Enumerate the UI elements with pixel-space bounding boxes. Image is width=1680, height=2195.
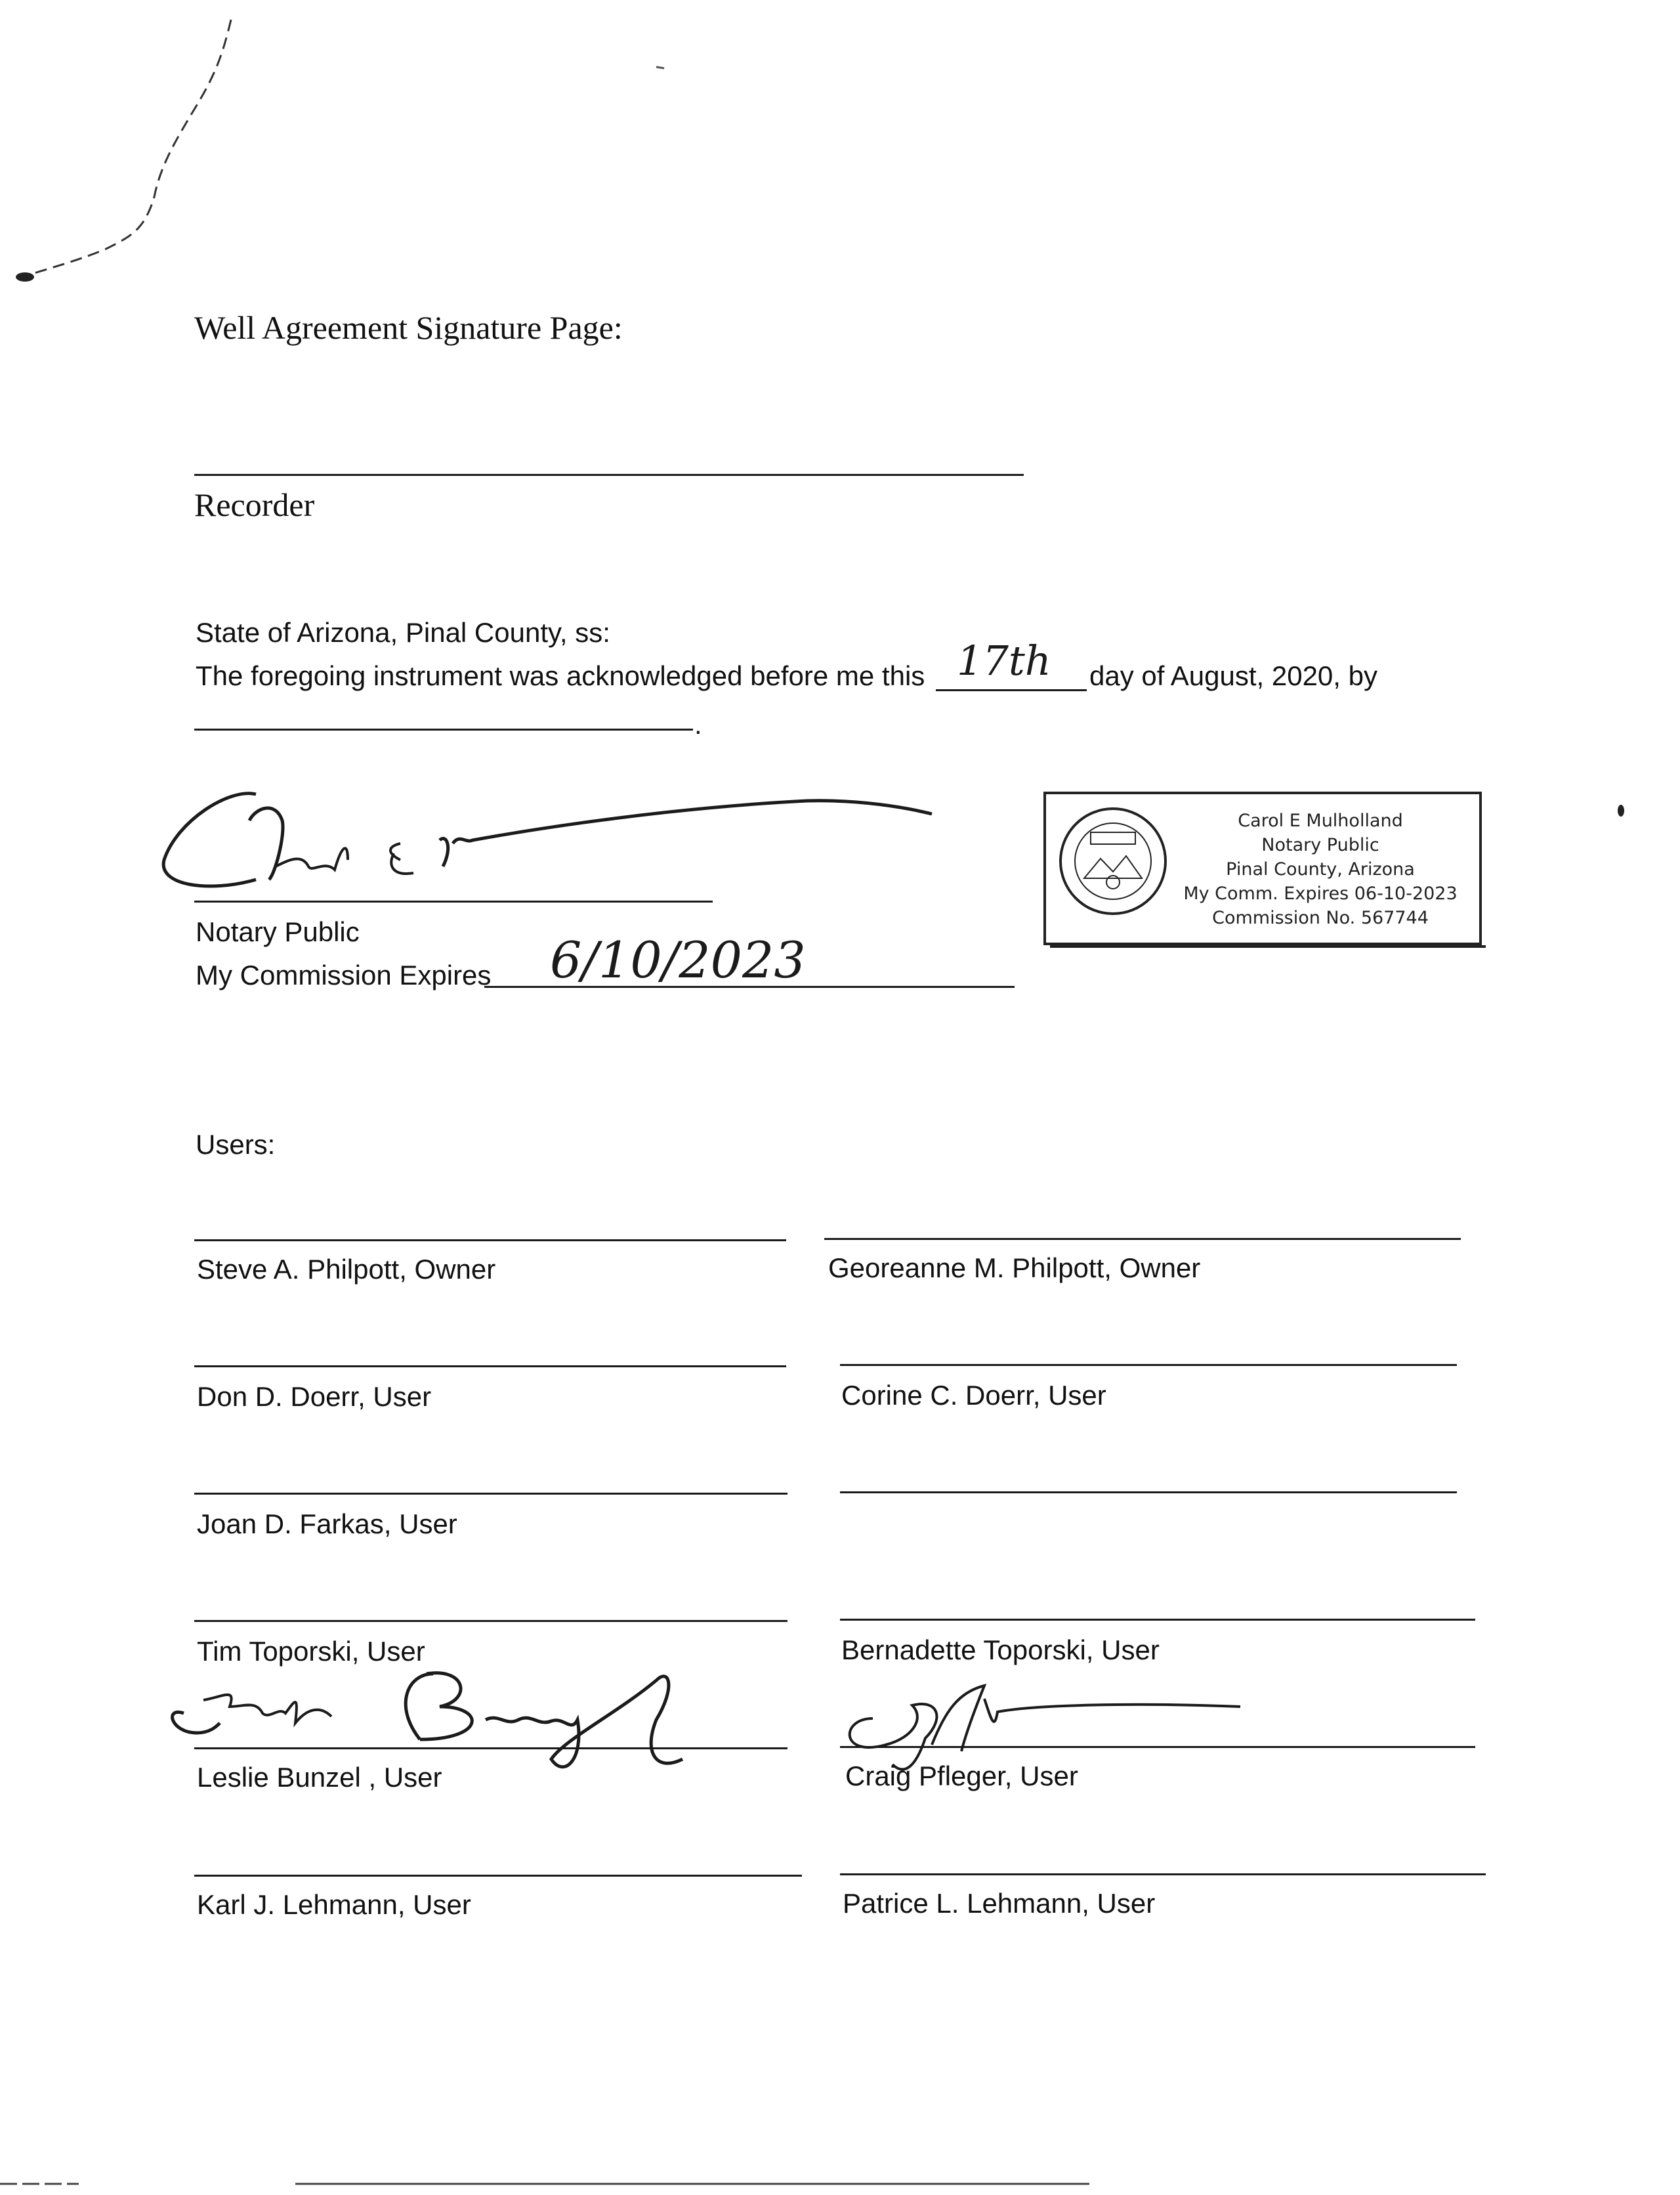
users-heading: Users: [196,1129,276,1160]
notary-public-label: Notary Public [196,916,360,947]
signature-line [840,1746,1475,1748]
recorder-label: Recorder [194,486,315,523]
signature-line [840,1873,1486,1875]
stamp-expires: My Comm. Expires 06-10-2023 [1183,884,1458,904]
signer-name: Joan D. Farkas, User [197,1508,457,1539]
recorder-signature-line [194,474,1024,476]
signer-name: Steve A. Philpott, Owner [197,1254,496,1285]
signature-line [194,1875,802,1877]
signature-line [194,1747,788,1749]
stamp-county: Pinal County, Arizona [1226,859,1415,880]
handwritten-commission-date: 6/10/2023 [550,931,806,989]
notary-signature [151,781,938,912]
commission-expires-label: My Commission Expires [196,960,492,991]
signature-line [840,1491,1457,1493]
signer-name: Corine C. Doerr, User [841,1380,1106,1411]
acknowledgment-prefix: The foregoing instrument was acknowledged before me this [196,660,925,691]
signature-line [194,1365,786,1367]
day-blank-line [936,689,1087,691]
signature-line [840,1619,1475,1621]
notary-signature-line [194,901,713,903]
signer-name: Craig Pfleger, User [845,1760,1078,1791]
page-title: Well Agreement Signature Page: [194,309,623,346]
signer-name: Tim Toporski, User [197,1636,425,1667]
stamp-name: Carol E Mulholland [1238,811,1403,831]
acknowledgment-state-line: State of Arizona, Pinal County, ss: [196,617,610,648]
signer-name: Bernadette Toporski, User [841,1634,1160,1665]
signature-line [194,1620,788,1622]
signature-line [194,1239,786,1241]
acknowledged-by-line [194,729,693,731]
signature-line [840,1364,1457,1366]
signature-line [824,1238,1461,1240]
acknowledgment-suffix: day of August, 2020, by [1089,660,1377,691]
signer-name: Georeanne M. Philpott, Owner [828,1252,1201,1283]
acknowledgment-period: . [694,709,702,740]
state-seal-icon [1058,806,1168,916]
signer-name: Leslie Bunzel , User [197,1762,442,1793]
stamp-bottom-border [1050,945,1486,948]
stamp-commission-number: Commission No. 567744 [1212,908,1429,928]
stamp-title: Notary Public [1261,835,1379,855]
signer-name: Karl J. Lehmann, User [197,1889,471,1920]
signer-name: Don D. Doerr, User [197,1381,432,1412]
signer-name: Patrice L. Lehmann, User [843,1888,1156,1919]
handwritten-day: 17th [957,637,1051,685]
signature-line [194,1493,788,1495]
notary-stamp [1043,792,1482,945]
